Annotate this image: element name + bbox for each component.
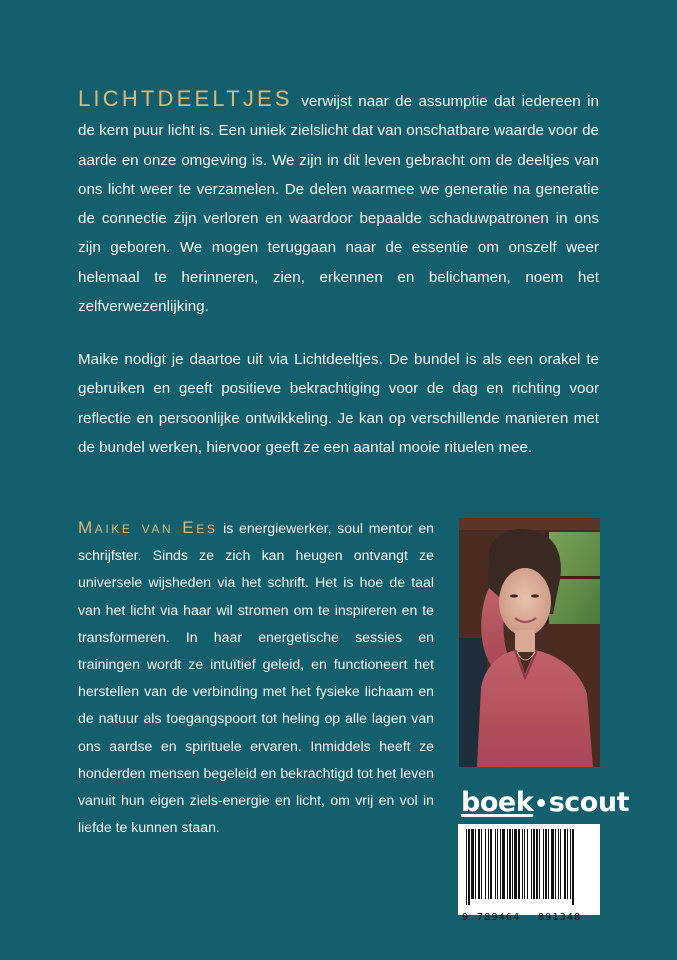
barcode-bar — [502, 829, 505, 899]
barcode-bar — [466, 829, 467, 905]
barcode-bar — [488, 829, 489, 899]
barcode-bar — [485, 829, 486, 899]
intro-text: verwijst naar de assumptie dat iedereen in de kern puur licht is. Een uniek zielslicht dat van onschatbare waarde voor de aarde en onze omgeving is. We zijn in dit leven gebracht om de deeltjes van ons licht weer te verzamelen. De delen waarmee we generatie na generatie de connectie zijn verloren en waardoor bepaalde schaduwpatronen in ons zijn geboren. We mogen teruggaan naar de essentie om onszelf weer helemaal te herinneren, zien, erkennen en belichamen, noem het zelfverwezenlijking. — [78, 93, 599, 316]
author-bio-paragraph — [78, 514, 434, 841]
barcode-bar — [555, 829, 556, 899]
intro-paragraph — [78, 84, 599, 321]
barcode-bar — [524, 829, 525, 899]
barcode-bar — [548, 829, 549, 899]
barcode-bar — [527, 829, 528, 899]
barcode-bar — [545, 829, 547, 899]
barcode-bar — [509, 829, 511, 899]
barcode-bar — [560, 829, 561, 899]
invitation-paragraph — [78, 345, 599, 462]
author-portrait-image — [459, 518, 600, 767]
title-lead: LICHTDEELTJES — [78, 86, 293, 111]
barcode-bar — [478, 829, 480, 899]
invitation-text: Maike nodigt je daartoe uit via Lichtdeeltjes. De bundel is als een orakel te gebruiken en geeft positieve bekrachtiging voor de dag en richting voor reflectie en persoonlijke ontwikkeling. Je kan op verschillende manieren met de bundel werken, hiervoor geeft ze een aantal mooie rituelen mee. — [78, 351, 599, 456]
barcode-bar — [471, 829, 474, 899]
logo-separator: • — [534, 792, 548, 817]
barcode-bar — [572, 829, 574, 905]
barcode-first-digit: 9 — [462, 912, 469, 923]
barcode-bars — [458, 824, 600, 915]
barcode-bar — [495, 829, 496, 899]
barcode-bar — [558, 829, 559, 899]
publisher-logo — [461, 787, 629, 818]
barcode-bar — [512, 829, 513, 899]
barcode-bar — [539, 829, 540, 899]
barcode-bar — [490, 829, 492, 899]
barcode-bar — [570, 829, 571, 899]
barcode-bar — [514, 829, 517, 899]
barcode-bar — [564, 829, 566, 899]
barcode-bar — [522, 829, 523, 899]
barcode-bar — [518, 829, 520, 899]
author-name: Maike van Ees — [78, 518, 218, 537]
barcode-bar — [507, 829, 508, 899]
isbn-barcode — [458, 824, 600, 923]
logo-part-scout: scout — [548, 787, 629, 818]
barcode-bar — [481, 829, 482, 899]
barcode-bar — [475, 829, 476, 899]
author-photo — [459, 518, 600, 767]
barcode-bar — [551, 829, 554, 899]
barcode-bar — [497, 829, 498, 899]
barcode-bar — [533, 829, 535, 899]
logo-part-boek: boek — [461, 787, 534, 818]
barcode-group-left: 789464 — [477, 912, 521, 923]
barcode-bar — [567, 829, 568, 899]
barcode-bar — [543, 829, 544, 899]
barcode-group-right: 891348 — [538, 912, 582, 923]
barcode-bar — [468, 829, 470, 905]
barcode-bar — [500, 829, 501, 899]
barcode-bar — [531, 829, 532, 899]
barcode-bar — [536, 829, 538, 899]
author-bio-text: is energiewerker, soul mentor en schrijfster. Sinds ze zich kan heugen ontvangt ze universele wijsheden via het schrift. Het is hoe de taal van het licht via haar wil stromen om te inspireren en te transformeren. In haar energetische sessies en trainingen wordt ze intuïtief geleid, en functioneert het herstellen van de verbinding met het fysieke lichaam en de natuur als toegangspoort tot heling op alle lagen van ons aardse en spirituele ervaren. Inmiddels heeft ze honderden mensen begeleid en bekrachtigd tot het leven vanuit hun eigen ziels-energie en licht, om vrij en vol in liefde te kunnen staan. — [78, 520, 434, 836]
